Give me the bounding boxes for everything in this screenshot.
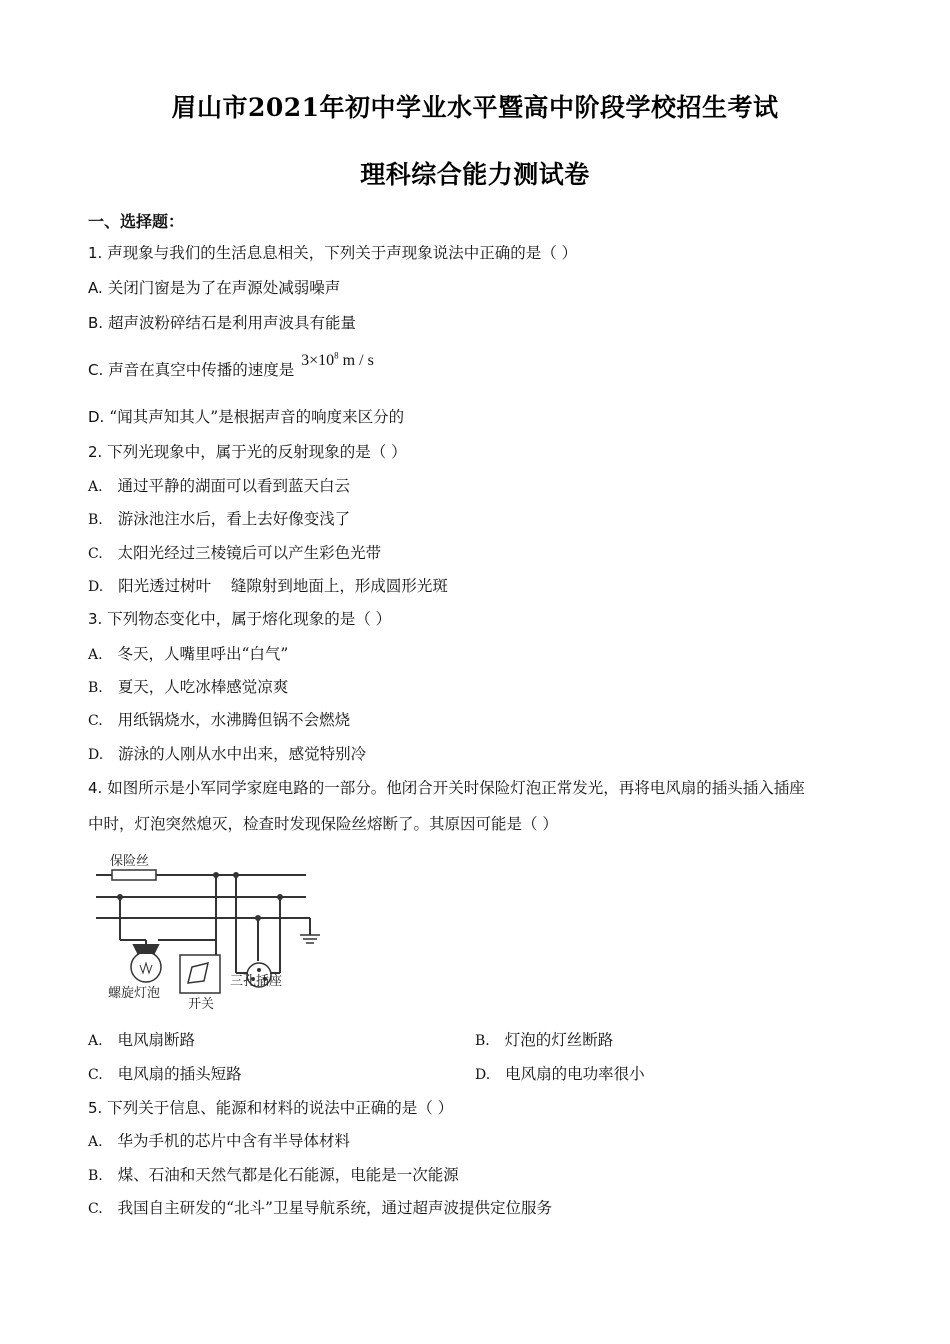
option-label: D. <box>88 747 104 763</box>
formula-unit: m / s <box>342 352 374 369</box>
question-3-option-c <box>88 708 350 730</box>
question-5-option-b <box>88 1163 459 1185</box>
option-text: 冬天，人嘴里呼出“白气” <box>117 645 289 663</box>
junction-dot <box>277 894 283 900</box>
question-1-option-d <box>88 405 404 427</box>
option-text: 用纸锅烧水，水沸腾但锅不会燃烧 <box>117 711 351 729</box>
option-label: D. <box>88 579 104 595</box>
speed-formula <box>301 352 374 369</box>
bulb-glass <box>131 952 161 982</box>
option-label: B. <box>475 1033 490 1049</box>
option-label: A. <box>88 479 103 495</box>
question-1-stem <box>88 241 577 263</box>
question-4-stem-line2 <box>88 812 558 834</box>
option-text: 灯泡的灯丝断路 <box>504 1031 614 1049</box>
option-text: 超声波粉碎结石是利用声波具有能量 <box>108 314 357 332</box>
question-1-option-b <box>88 311 356 333</box>
question-2-option-b <box>88 507 350 529</box>
option-label: B. <box>88 680 103 696</box>
question-1-option-c <box>88 350 374 380</box>
option-label: A. <box>88 1033 103 1049</box>
option-text: 声音在真空中传播的速度是 <box>108 361 295 379</box>
question-number: 1. <box>88 244 103 262</box>
option-label: C. <box>88 1067 103 1083</box>
junction-dot <box>233 872 239 878</box>
option-text: 电风扇的插头短路 <box>117 1065 242 1083</box>
question-1-option-a <box>88 276 340 298</box>
household-circuit-diagram <box>88 845 338 1015</box>
option-label: A. <box>88 279 103 297</box>
option-label: C. <box>88 546 103 562</box>
fuse-symbol <box>112 870 156 880</box>
question-5-option-c <box>88 1196 552 1218</box>
question-2-option-c <box>88 541 381 563</box>
formula-base: 3×10 <box>301 352 335 369</box>
option-label: A. <box>88 1134 103 1150</box>
junction-dot <box>213 872 219 878</box>
question-5-option-a <box>88 1129 350 1151</box>
question-2-stem <box>88 440 407 462</box>
option-label: B. <box>88 1168 103 1184</box>
bulb-label: 螺旋灯泡 <box>108 986 161 1001</box>
option-text: 游泳的人刚从水中出来，感觉特别冷 <box>118 745 367 763</box>
question-text: 如图所示是小军同学家庭电路的一部分。他闭合开关时保险灯泡正常发光，再将电风扇的插头插入插座 <box>107 779 805 797</box>
formula-exponent: 8 <box>334 350 339 361</box>
question-number: 4. <box>88 779 103 797</box>
option-label: B. <box>88 512 103 528</box>
option-text: 华为手机的芯片中含有半导体材料 <box>117 1132 351 1150</box>
option-label: B. <box>88 314 104 332</box>
fuse-label: 保险丝 <box>110 854 150 869</box>
question-2-option-a <box>88 474 350 496</box>
option-label: D. <box>475 1067 491 1083</box>
switch-rocker <box>188 963 208 983</box>
switch-label: 开关 <box>188 997 215 1012</box>
option-text: 关闭门窗是为了在声源处减弱噪声 <box>107 279 341 297</box>
option-text: 电风扇的电功率很小 <box>505 1065 645 1083</box>
socket-hole-ground <box>257 968 261 972</box>
exam-subtitle: 理科综合能力测试卷 <box>360 160 590 189</box>
switch-box <box>180 955 220 993</box>
option-text: 太阳光经过三棱镜后可以产生彩色光带 <box>117 544 382 562</box>
question-text: 下列光现象中，属于光的反射现象的是（ ） <box>107 443 407 461</box>
option-text: 阳光透过树叶 缝隙射到地面上，形成圆形光斑 <box>118 577 448 595</box>
question-text: 中时，灯泡突然熄灭，检查时发现保险丝熔断了。其原因可能是（ ） <box>88 815 558 833</box>
option-text: 夏天，人吃冰棒感觉凉爽 <box>117 678 289 696</box>
option-label: D. <box>88 408 105 426</box>
question-3-option-d <box>88 742 366 764</box>
junction-dot <box>117 894 123 900</box>
question-3-option-a <box>88 642 288 664</box>
exam-title: 眉山市2021年初中学业水平暨高中阶段学校招生考试 <box>171 93 779 122</box>
option-label: C. <box>88 713 103 729</box>
option-text: 通过平静的湖面可以看到蓝天白云 <box>117 477 351 495</box>
question-3-stem <box>88 607 391 629</box>
option-label: A. <box>88 647 103 663</box>
option-text: 我国自主研发的“北斗”卫星导航系统，通过超声波提供定位服务 <box>117 1199 552 1217</box>
question-4-option-b <box>475 1028 613 1050</box>
question-text: 声现象与我们的生活息息相关，下列关于声现象说法中正确的是（ ） <box>107 244 578 262</box>
question-3-option-b <box>88 675 288 697</box>
question-2-option-d <box>88 574 448 596</box>
option-text: 游泳池注水后，看上去好像变浅了 <box>117 510 351 528</box>
socket-label: 三孔插座 <box>230 974 283 989</box>
question-number: 2. <box>88 443 103 461</box>
question-4-option-d <box>475 1062 645 1084</box>
option-label: C. <box>88 1201 103 1217</box>
option-text: 电风扇断路 <box>117 1031 196 1049</box>
option-text: 煤、石油和天然气都是化石能源，电能是一次能源 <box>117 1166 459 1184</box>
question-4-option-c <box>88 1062 242 1084</box>
question-4-option-a <box>88 1028 195 1050</box>
bulb-filament <box>140 963 152 973</box>
question-text: 下列物态变化中，属于熔化现象的是（ ） <box>107 610 392 628</box>
question-number: 3. <box>88 610 103 628</box>
question-4-stem-line1 <box>88 776 805 798</box>
option-text: “闻其声知其人”是根据声音的响度来区分的 <box>109 408 405 426</box>
question-text: 下列关于信息、能源和材料的说法中正确的是（ ） <box>107 1099 454 1117</box>
option-label: C. <box>88 361 104 379</box>
question-5-stem <box>88 1096 453 1118</box>
section-heading: 一、选择题： <box>88 212 185 231</box>
question-number: 5. <box>88 1099 103 1117</box>
junction-dot <box>255 915 261 921</box>
